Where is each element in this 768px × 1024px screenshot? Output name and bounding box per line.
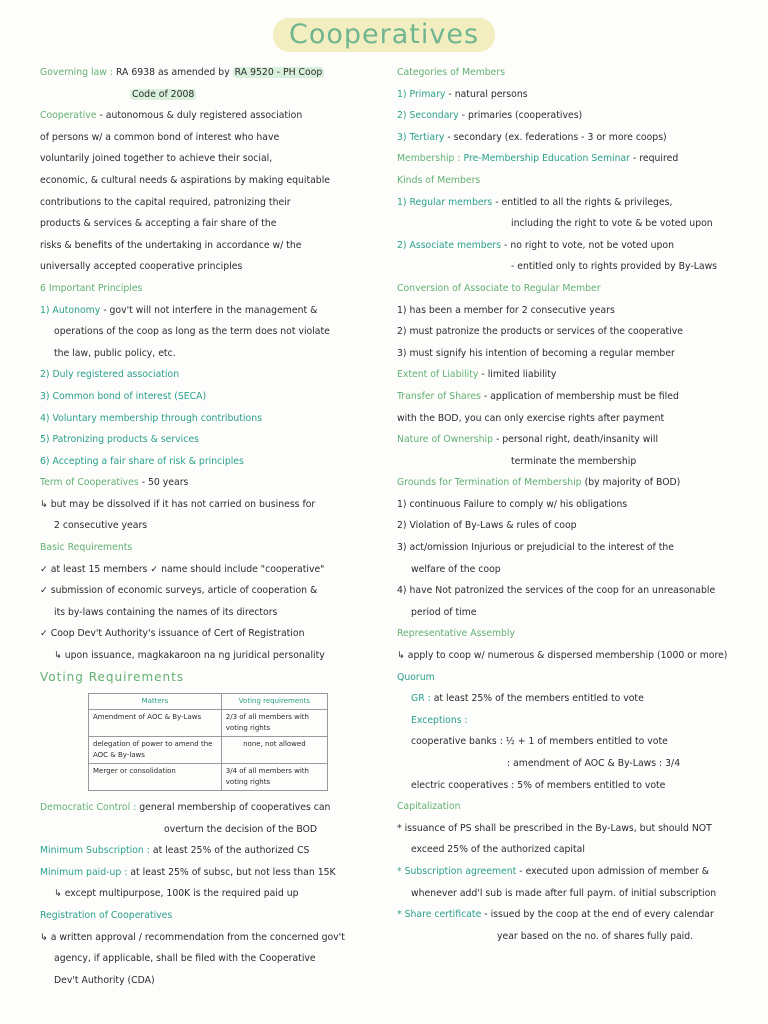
- ownership-line: terminate the membership: [511, 455, 637, 467]
- table-cell: Amendment of AOC & By-Laws: [89, 710, 222, 737]
- principle-item: 6) Accepting a fair share of risk & principles: [40, 455, 244, 467]
- principle-item: 4) Voluntary membership through contributions: [40, 412, 262, 424]
- category-label: 2) Secondary: [397, 110, 459, 122]
- kinds-heading: Kinds of Members: [397, 174, 481, 186]
- termination-item: period of time: [411, 606, 477, 618]
- associate-members: [397, 235, 742, 257]
- conversion-item: 3) must signify his intention of becoming a regular member: [397, 347, 675, 359]
- min-subscription-text: at least 25% of the authorized CS: [152, 845, 310, 857]
- table-header: Matters: [89, 694, 222, 710]
- table-cell: Merger or consolidation: [89, 764, 222, 791]
- share-text: - issued by the coop at the end of every calendar: [484, 909, 714, 921]
- membership-text: - required: [632, 153, 679, 165]
- termination-item: 4) have Not patronized the services of the coop for an unreasonable: [397, 585, 716, 597]
- basic-req-heading: Basic Requirements: [40, 542, 133, 554]
- autonomy-line: the law, public policy, etc.: [54, 347, 176, 359]
- share-line: year based on the no. of shares fully paid.: [497, 930, 694, 942]
- transfer-line: with the BOD, you can only exercise rights after payment: [397, 412, 665, 424]
- liability-text: - limited liability: [481, 369, 557, 381]
- cap-issuance: exceed 25% of the authorized capital: [411, 844, 585, 856]
- conversion-item: 2) must patronize the products or services of the cooperative: [397, 326, 684, 338]
- category-item: [397, 127, 742, 149]
- category-label: 1) Primary: [397, 88, 446, 100]
- democratic-line: overturn the decision of the BOD: [164, 823, 318, 835]
- capitalization-heading: Capitalization: [397, 801, 461, 813]
- assembly-text: ↳ apply to coop w/ numerous & dispersed membership (1000 or more): [397, 650, 728, 662]
- term-note: ↳ but may be dissolved if it has not carried on business for: [40, 498, 316, 510]
- governing-label: Governing law :: [40, 67, 113, 78]
- table-cell: 2/3 of all members with voting rights: [221, 710, 327, 737]
- transfer-line: [397, 386, 742, 408]
- left-column-bottom: [40, 797, 385, 991]
- gr-label: GR :: [411, 693, 431, 705]
- categories-heading: Categories of Members: [397, 67, 506, 78]
- category-text: - secondary (ex. federations - 3 or more coops): [447, 131, 667, 143]
- exception-item: cooperative banks : ½ + 1 of members entitled to vote: [411, 736, 668, 748]
- regular-members-cont: including the right to vote & be voted upon: [511, 218, 713, 230]
- category-item: [397, 84, 742, 106]
- table-row: [89, 764, 328, 791]
- min-subscription-label: Minimum Subscription :: [40, 845, 150, 857]
- ownership-line: [397, 429, 742, 451]
- basic-req-item: ✓ submission of economic surveys, article of cooperation &: [40, 585, 318, 597]
- principle-item: 5) Patronizing products & services: [40, 434, 199, 446]
- title-wrap: [0, 18, 768, 52]
- coop-def-line: contributions to the capital required, patronizing their: [40, 196, 291, 208]
- democratic-line: [40, 797, 385, 819]
- right-column: [397, 62, 742, 947]
- coop-def-line: [40, 105, 385, 127]
- governing-law: [40, 62, 385, 84]
- table-cell: delegation of power to amend the AOC & By-laws: [89, 737, 222, 764]
- coop-def-line: economic, & cultural needs & aspirations by making equitable: [40, 174, 331, 186]
- min-paid-note: ↳ except multipurpose, 100K is the required paid up: [54, 888, 299, 900]
- exception-item: electric cooperatives : 5% of members entitled to vote: [411, 779, 666, 791]
- autonomy-line: [40, 300, 385, 322]
- exception-item: : amendment of AOC & By-Laws : 3/4: [507, 758, 681, 769]
- table-cell: 3/4 of all members with voting rights: [221, 764, 327, 791]
- category-text: - primaries (cooperatives): [461, 110, 583, 122]
- regular-text: - entitled to all the rights & privileges,: [495, 196, 673, 208]
- termination-item: 3) act/omission Injurious or prejudicial to the interest of the: [397, 542, 674, 554]
- basic-req-item: ✓ at least 15 members ✓ name should include "cooperative": [40, 563, 325, 575]
- conversion-heading: Conversion of Associate to Regular Member: [397, 282, 601, 294]
- cap-issuance: * issuance of PS shall be prescribed in the By-Laws, but should NOT: [397, 822, 712, 834]
- table-cell: none, not allowed: [221, 737, 327, 764]
- subscription-line: whenever add'l sub is made after full paym. of initial subscription: [411, 887, 717, 899]
- assembly-heading: Representative Assembly: [397, 628, 516, 640]
- exceptions-label: Exceptions :: [411, 714, 468, 726]
- min-paid-label: Minimum paid-up :: [40, 866, 128, 878]
- regular-label: 1) Regular members: [397, 196, 493, 208]
- subscription-text: - executed upon admission of member &: [519, 865, 710, 877]
- termination-item: 2) Violation of By-Laws & rules of coop: [397, 520, 577, 532]
- subscription-line: [397, 861, 742, 883]
- left-column: [40, 62, 385, 688]
- category-text: - natural persons: [448, 88, 528, 100]
- table-header-row: [89, 694, 328, 710]
- category-item: [397, 105, 742, 127]
- subscription-label: * Subscription agreement: [397, 865, 517, 877]
- table-header: Voting requirements: [221, 694, 327, 710]
- basic-req-item: ✓ Coop Dev't Authority's issuance of Cert of Registration: [40, 628, 305, 640]
- gr-line: [397, 688, 742, 710]
- min-subscription-line: [40, 840, 385, 862]
- page-title: Cooperatives: [273, 18, 495, 52]
- regular-members: [397, 192, 742, 214]
- coop-label: Cooperative: [40, 110, 97, 122]
- termination-item: welfare of the coop: [411, 563, 501, 575]
- liability-line: [397, 364, 742, 386]
- termination-heading-line: [397, 472, 742, 494]
- principles-heading: 6 Important Principles: [40, 282, 143, 294]
- liability-label: Extent of Liability: [397, 369, 479, 381]
- associate-text: - no right to vote, not be voted upon: [504, 239, 674, 251]
- governing-text: RA 6938 as amended by: [115, 67, 230, 78]
- registration-line: ↳ a written approval / recommendation from the concerned gov't: [40, 931, 345, 943]
- termination-item: 1) continuous Failure to comply w/ his obligations: [397, 498, 628, 510]
- associate-label: 2) Associate members: [397, 239, 502, 251]
- coop-def-text: - autonomous & duly registered association: [99, 110, 303, 122]
- associate-members-cont: - entitled only to rights provided by By-Laws: [511, 261, 718, 273]
- termination-heading: Grounds for Termination of Membership: [397, 477, 582, 489]
- transfer-text: - application of membership must be filed: [483, 390, 679, 402]
- conversion-item: 1) has been a member for 2 consecutive years: [397, 304, 615, 316]
- basic-req-item: ↳ upon issuance, magkakaroon na ng juridical personality: [54, 650, 325, 662]
- basic-req-item: its by-laws containing the names of its directors: [54, 606, 278, 618]
- category-label: 3) Tertiary: [397, 131, 445, 143]
- termination-note: (by majority of BOD): [584, 477, 681, 489]
- share-line: [397, 904, 742, 926]
- coop-def-line: voluntarily joined together to achieve their social,: [40, 153, 273, 165]
- min-paid-line: [40, 862, 385, 884]
- registration-line: Dev't Authority (CDA): [54, 974, 155, 986]
- term-value: - 50 years: [141, 477, 189, 489]
- governing-highlight-2: Code of 2008: [132, 88, 195, 100]
- table-row: [89, 710, 328, 737]
- governing-law-cont: [40, 84, 385, 106]
- ownership-label: Nature of Ownership: [397, 434, 493, 446]
- coop-def-line: risks & benefits of the undertaking in accordance w/ the: [40, 239, 302, 251]
- principle-item: 2) Duly registered association: [40, 369, 180, 381]
- share-label: * Share certificate: [397, 909, 482, 921]
- democratic-text: general membership of cooperatives can: [139, 802, 331, 813]
- transfer-label: Transfer of Shares: [397, 390, 481, 402]
- membership-highlight: Pre-Membership Education Seminar: [463, 153, 630, 165]
- coop-def-line: of persons w/ a common bond of interest who have: [40, 131, 280, 143]
- autonomy-text: - gov't will not interfere in the management &: [103, 304, 318, 316]
- registration-line: agency, if applicable, shall be filed with the Cooperative: [54, 953, 316, 965]
- membership-label: Membership :: [397, 153, 461, 165]
- ownership-text: - personal right, death/insanity will: [495, 434, 659, 446]
- governing-highlight-1: RA 9520 - PH Coop: [234, 67, 323, 78]
- principle-item: 3) Common bond of interest (SECA): [40, 390, 207, 402]
- coop-def-line: products & services & accepting a fair share of the: [40, 218, 277, 230]
- quorum-heading: Quorum: [397, 671, 435, 683]
- term-note: 2 consecutive years: [54, 520, 148, 532]
- min-paid-text: at least 25% of subsc, but not less than 15K: [130, 866, 336, 878]
- autonomy-line: operations of the coop as long as the term does not violate: [54, 326, 330, 338]
- term-line: [40, 472, 385, 494]
- registration-heading: Registration of Cooperatives: [40, 909, 173, 921]
- democratic-label: Democratic Control :: [40, 802, 137, 813]
- coop-def-line: universally accepted cooperative principles: [40, 261, 243, 273]
- term-label: Term of Cooperatives: [40, 477, 139, 489]
- table-row: [89, 737, 328, 764]
- autonomy-label: 1) Autonomy: [40, 304, 101, 316]
- voting-heading: Voting Requirements: [40, 669, 185, 684]
- voting-table: [88, 693, 328, 791]
- membership-line: [397, 148, 742, 170]
- gr-text: at least 25% of the members entitled to vote: [433, 693, 644, 705]
